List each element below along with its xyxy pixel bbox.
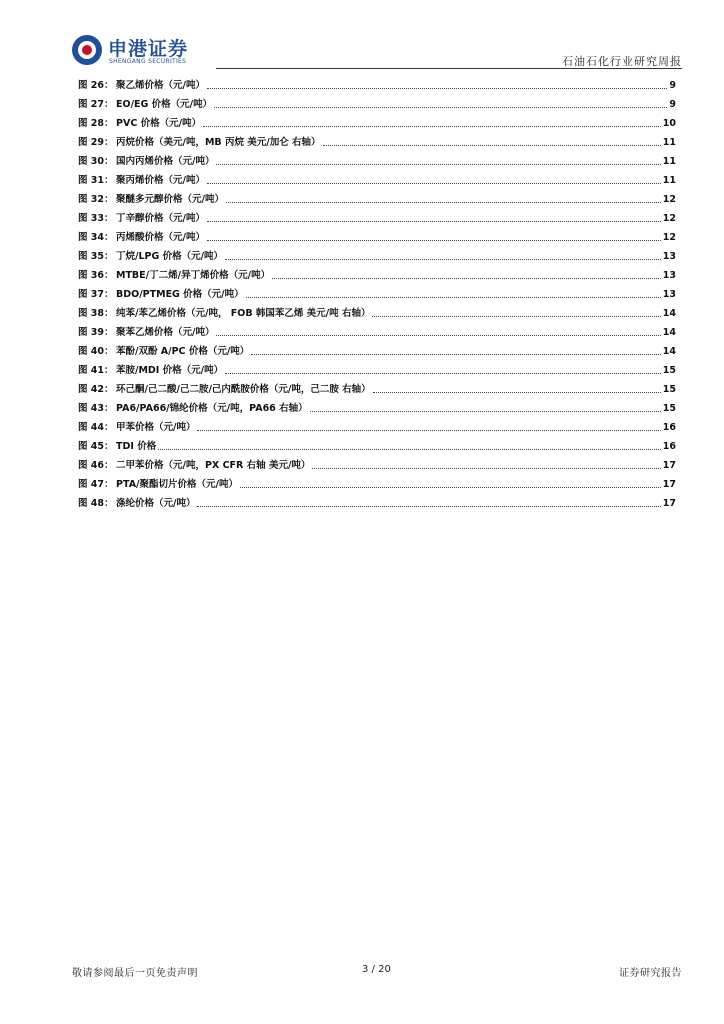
- toc-dot-leader: [372, 316, 660, 317]
- toc-figure-title: 纯苯/苯乙烯价格（元/吨， FOB 韩国苯乙烯 美元/吨 右轴）: [116, 308, 371, 319]
- toc-entry[interactable]: [78, 95, 676, 114]
- toc-page-number: 17: [662, 460, 676, 471]
- toc-figure-number: 图 40：: [78, 346, 114, 357]
- toc-dot-leader: [214, 107, 667, 108]
- toc-figure-title: PA6/PA66/锦纶价格（元/吨，PA66 右轴）: [116, 403, 308, 414]
- toc-figure-title: EO/EG 价格（元/吨）: [116, 99, 213, 110]
- toc-entry[interactable]: [78, 304, 676, 323]
- toc-page-number: 15: [662, 384, 676, 395]
- toc-figure-title: 丁烷/LPG 价格（元/吨）: [116, 251, 224, 262]
- toc-entry[interactable]: [78, 399, 676, 418]
- toc-page-number: 17: [662, 498, 676, 509]
- toc-page-number: 14: [662, 346, 676, 357]
- toc-figure-title: 聚丙烯价格（元/吨）: [116, 175, 205, 186]
- toc-dot-leader: [323, 145, 661, 146]
- disclaimer-note: 敬请参阅最后一页免责声明: [72, 968, 198, 979]
- toc-entry[interactable]: [78, 361, 676, 380]
- toc-figure-number: 图 35：: [78, 251, 114, 262]
- toc-page-number: 14: [662, 308, 676, 319]
- toc-page-number: 11: [662, 156, 676, 167]
- toc-figure-title: 丙烷价格（美元/吨，MB 丙烷 美元/加仑 右轴）: [116, 137, 321, 148]
- toc-entry[interactable]: [78, 285, 676, 304]
- toc-figure-title: MTBE/丁二烯/异丁烯价格（元/吨）: [116, 270, 271, 281]
- toc-page-number: 13: [662, 289, 676, 300]
- toc-page-number: 13: [662, 251, 676, 262]
- toc-entry[interactable]: [78, 228, 676, 247]
- toc-entry[interactable]: [78, 209, 676, 228]
- toc-page-number: 11: [662, 175, 676, 186]
- toc-figure-title: TDI 价格: [116, 441, 157, 452]
- toc-dot-leader: [246, 297, 661, 298]
- page-footer: [72, 964, 682, 984]
- toc-figure-number: 图 32：: [78, 194, 114, 205]
- toc-dot-leader: [216, 335, 660, 336]
- page-header: [72, 32, 682, 72]
- toc-figure-title: 苯酚/双酚 A/PC 价格（元/吨）: [116, 346, 250, 357]
- toc-dot-leader: [207, 240, 661, 241]
- toc-dot-leader: [216, 164, 660, 165]
- toc-entry[interactable]: [78, 456, 676, 475]
- toc-figure-title: 二甲苯价格（元/吨，PX CFR 右轴 美元/吨）: [116, 460, 311, 471]
- toc-figure-title: 涤纶价格（元/吨）: [116, 498, 196, 509]
- toc-entry[interactable]: [78, 342, 676, 361]
- toc-figure-title: 甲苯价格（元/吨）: [116, 422, 196, 433]
- toc-figure-title: 环己酮/己二酸/己二胺/己内酰胺价格（元/吨，己二胺 右轴）: [116, 384, 371, 395]
- toc-figure-number: 图 30：: [78, 156, 114, 167]
- toc-dot-leader: [197, 506, 660, 507]
- toc-figure-number: 图 44：: [78, 422, 114, 433]
- toc-figure-title: 丁辛醇价格（元/吨）: [116, 213, 205, 224]
- report-type: 石油石化行业研究周报: [562, 55, 682, 68]
- toc-entry[interactable]: [78, 437, 676, 456]
- toc-entry[interactable]: [78, 323, 676, 342]
- toc-figure-title: PTA/聚酯切片价格（元/吨）: [116, 479, 238, 490]
- toc-page-number: 11: [662, 137, 676, 148]
- toc-entry[interactable]: [78, 380, 676, 399]
- toc-entry[interactable]: [78, 475, 676, 494]
- toc-figure-number: 图 37：: [78, 289, 114, 300]
- page-number: 3 / 20: [362, 964, 391, 975]
- toc-entry[interactable]: [78, 190, 676, 209]
- toc-figure-title: PVC 价格（元/吨）: [116, 118, 202, 129]
- toc-figure-number: 图 26：: [78, 80, 114, 91]
- table-of-figures: [78, 76, 676, 513]
- toc-figure-number: 图 46：: [78, 460, 114, 471]
- toc-entry[interactable]: [78, 114, 676, 133]
- header-divider: [216, 68, 682, 69]
- toc-dot-leader: [207, 183, 661, 184]
- toc-figure-number: 图 33：: [78, 213, 114, 224]
- toc-figure-title: 国内丙烯价格（元/吨）: [116, 156, 215, 167]
- toc-dot-leader: [207, 88, 667, 89]
- toc-figure-title: 丙烯酸价格（元/吨）: [116, 232, 205, 243]
- toc-page-number: 12: [662, 194, 676, 205]
- toc-page-number: 9: [669, 99, 676, 110]
- toc-page-number: 10: [662, 118, 676, 129]
- toc-page-number: 12: [662, 213, 676, 224]
- toc-figure-number: 图 36：: [78, 270, 114, 281]
- toc-page-number: 12: [662, 232, 676, 243]
- company-name-cn: 申港证券: [108, 38, 189, 60]
- toc-dot-leader: [225, 259, 661, 260]
- toc-figure-number: 图 39：: [78, 327, 114, 338]
- toc-dot-leader: [203, 126, 661, 127]
- toc-dot-leader: [272, 278, 661, 279]
- toc-figure-title: 苯胺/MDI 价格（元/吨）: [116, 365, 224, 376]
- toc-figure-number: 图 28：: [78, 118, 114, 129]
- toc-figure-title: 聚乙烯价格（元/吨）: [116, 80, 205, 91]
- toc-figure-number: 图 42：: [78, 384, 114, 395]
- toc-dot-leader: [312, 468, 660, 469]
- toc-dot-leader: [251, 354, 660, 355]
- toc-figure-number: 图 48：: [78, 498, 114, 509]
- toc-dot-leader: [310, 411, 661, 412]
- toc-dot-leader: [207, 221, 661, 222]
- toc-figure-title: 聚苯乙烯价格（元/吨）: [116, 327, 215, 338]
- toc-page-number: 16: [662, 422, 676, 433]
- toc-dot-leader: [240, 487, 661, 488]
- toc-page-number: 15: [662, 403, 676, 414]
- company-name-en: SHENGANG SECURITIES: [109, 58, 187, 65]
- toc-dot-leader: [225, 373, 661, 374]
- company-logo-icon: [72, 35, 102, 65]
- toc-page-number: 14: [662, 327, 676, 338]
- toc-dot-leader: [373, 392, 661, 393]
- toc-figure-number: 图 27：: [78, 99, 114, 110]
- toc-entry[interactable]: [78, 266, 676, 285]
- toc-figure-number: 图 29：: [78, 137, 114, 148]
- toc-page-number: 9: [669, 80, 676, 91]
- toc-entry[interactable]: [78, 152, 676, 171]
- toc-page-number: 17: [662, 479, 676, 490]
- toc-entry[interactable]: [78, 171, 676, 190]
- toc-figure-number: 图 43：: [78, 403, 114, 414]
- toc-dot-leader: [197, 430, 660, 431]
- toc-dot-leader: [158, 449, 661, 450]
- toc-page-number: 16: [662, 441, 676, 452]
- toc-dot-leader: [226, 202, 661, 203]
- toc-entry[interactable]: [78, 133, 676, 152]
- toc-page-number: 13: [662, 270, 676, 281]
- toc-figure-title: BDO/PTMEG 价格（元/吨）: [116, 289, 244, 300]
- toc-entry[interactable]: [78, 76, 676, 95]
- toc-figure-number: 图 34：: [78, 232, 114, 243]
- toc-figure-title: 聚醚多元醇价格（元/吨）: [116, 194, 224, 205]
- toc-figure-number: 图 45：: [78, 441, 114, 452]
- toc-figure-number: 图 31：: [78, 175, 114, 186]
- toc-figure-number: 图 41：: [78, 365, 114, 376]
- toc-entry[interactable]: [78, 247, 676, 266]
- toc-figure-number: 图 38：: [78, 308, 114, 319]
- toc-page-number: 15: [662, 365, 676, 376]
- toc-entry[interactable]: [78, 494, 676, 513]
- toc-entry[interactable]: [78, 418, 676, 437]
- toc-figure-number: 图 47：: [78, 479, 114, 490]
- document-type: 证券研究报告: [619, 968, 682, 979]
